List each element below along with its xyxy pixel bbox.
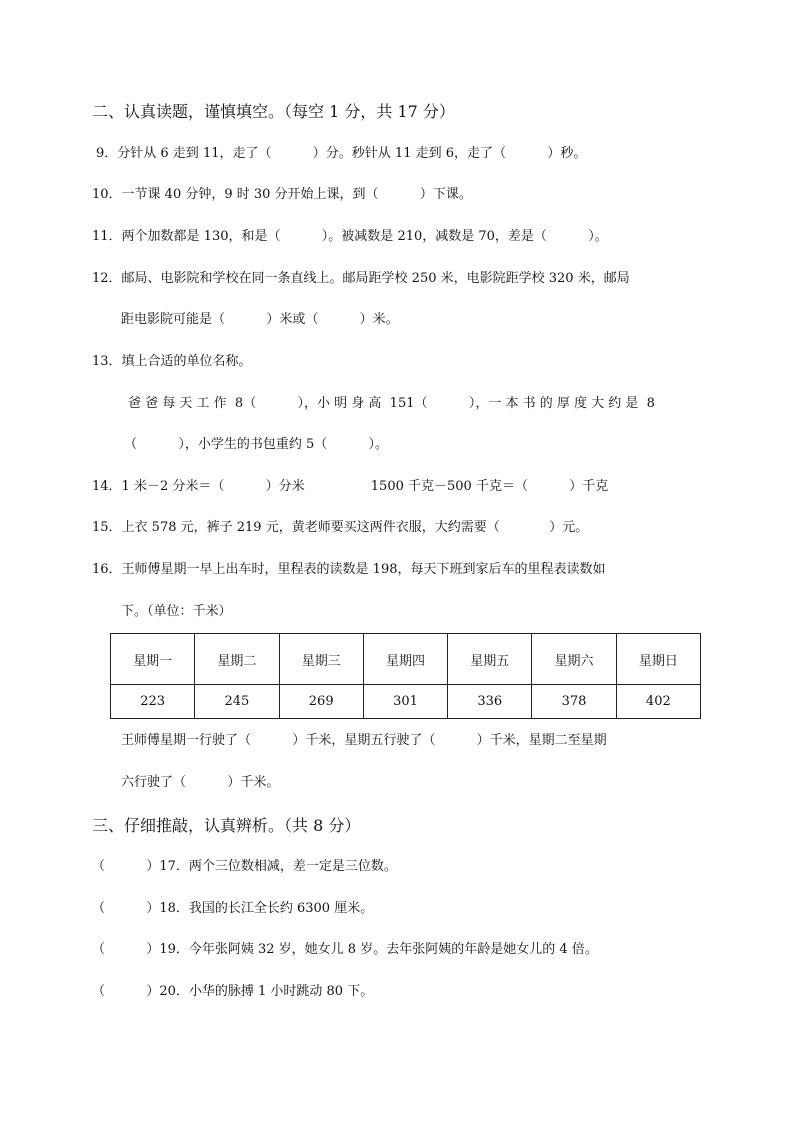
table-row [111, 685, 701, 719]
question-9: 9．分针从 6 走到 11，走了（ ）分。秒针从 11 走到 6，走了（ ）秒。 [96, 146, 587, 161]
table-header-cell: 星期四 [363, 634, 447, 685]
table-header-row [111, 634, 701, 685]
question-13-line-2: （ ），小学生的书包重约 5（ ）。 [124, 437, 389, 452]
question-16-line-1: 16．王师傅星期一早上出车时，里程表的读数是 198，每天下班到家后车的里程表读数如 [92, 562, 606, 577]
question-14: 14．1 米－2 分米＝（ ）分米 1500 千克－500 千克＝（ ）千克 [92, 479, 609, 494]
question-12-line-2: 距电影院可能是（ ）米或（ ）米。 [121, 312, 399, 327]
table-header-cell: 星期三 [279, 634, 363, 685]
table-header-cell: 星期五 [448, 634, 532, 685]
odometer-table [110, 633, 701, 719]
question-17: （ ）17．两个三位数相减，差一定是三位数。 [92, 859, 397, 874]
table-cell: 245 [195, 685, 279, 719]
table-header-cell: 星期一 [111, 634, 195, 685]
question-16-line-4: 六行驶了（ ）千米。 [121, 775, 280, 790]
question-12-line-1: 12．邮局、电影院和学校在同一条直线上。邮局距学校 250 米，电影院距学校 320 米，邮局 [92, 271, 630, 286]
question-15: 15．上衣 578 元，裤子 219 元，黄老师要买这两件衣服，大约需要（ ）元。 [92, 520, 589, 535]
question-19: （ ）19．今年张阿姨 32 岁，她女儿 8 岁。去年张阿姨的年龄是她女儿的 4 倍。 [92, 942, 598, 957]
question-13-line-1: 爸 爸 每 天 工 作 8（ ），小 明 身 高 151（ ），一 本 书 的 厚 度 大 约 是 8 [128, 396, 655, 411]
table-header-cell: 星期六 [532, 634, 616, 685]
table-header-cell: 星期日 [616, 634, 700, 685]
question-18: （ ）18．我国的长江全长约 6300 厘米。 [92, 901, 374, 916]
question-16-line-2: 下。（单位：千米） [121, 604, 232, 619]
section-2-title: 二、认真读题，谨慎填空。（每空 1 分，共 17 分） [92, 102, 455, 121]
table-cell: 402 [616, 685, 700, 719]
table-header-cell: 星期二 [195, 634, 279, 685]
question-20: （ ）20．小华的脉搏 1 小时跳动 80 下。 [92, 984, 374, 999]
table-cell: 269 [279, 685, 363, 719]
table-cell: 223 [111, 685, 195, 719]
table-cell: 378 [532, 685, 616, 719]
table-cell: 301 [363, 685, 447, 719]
question-16-line-3: 王师傅星期一行驶了（ ）千米，星期五行驶了（ ）千米，星期二至星期 [121, 733, 607, 748]
question-10: 10．一节课 40 分钟，9 时 30 分开始上课，到（ ）下课。 [92, 187, 472, 202]
section-3-title: 三、仔细推敲，认真辨析。（共 8 分） [92, 816, 361, 835]
question-11: 11．两个加数都是 130，和是（ ）。被减数是 210，减数是 70，差是（ ）。 [92, 229, 608, 244]
table-cell: 336 [448, 685, 532, 719]
question-13: 13．填上合适的单位名称。 [92, 354, 252, 369]
